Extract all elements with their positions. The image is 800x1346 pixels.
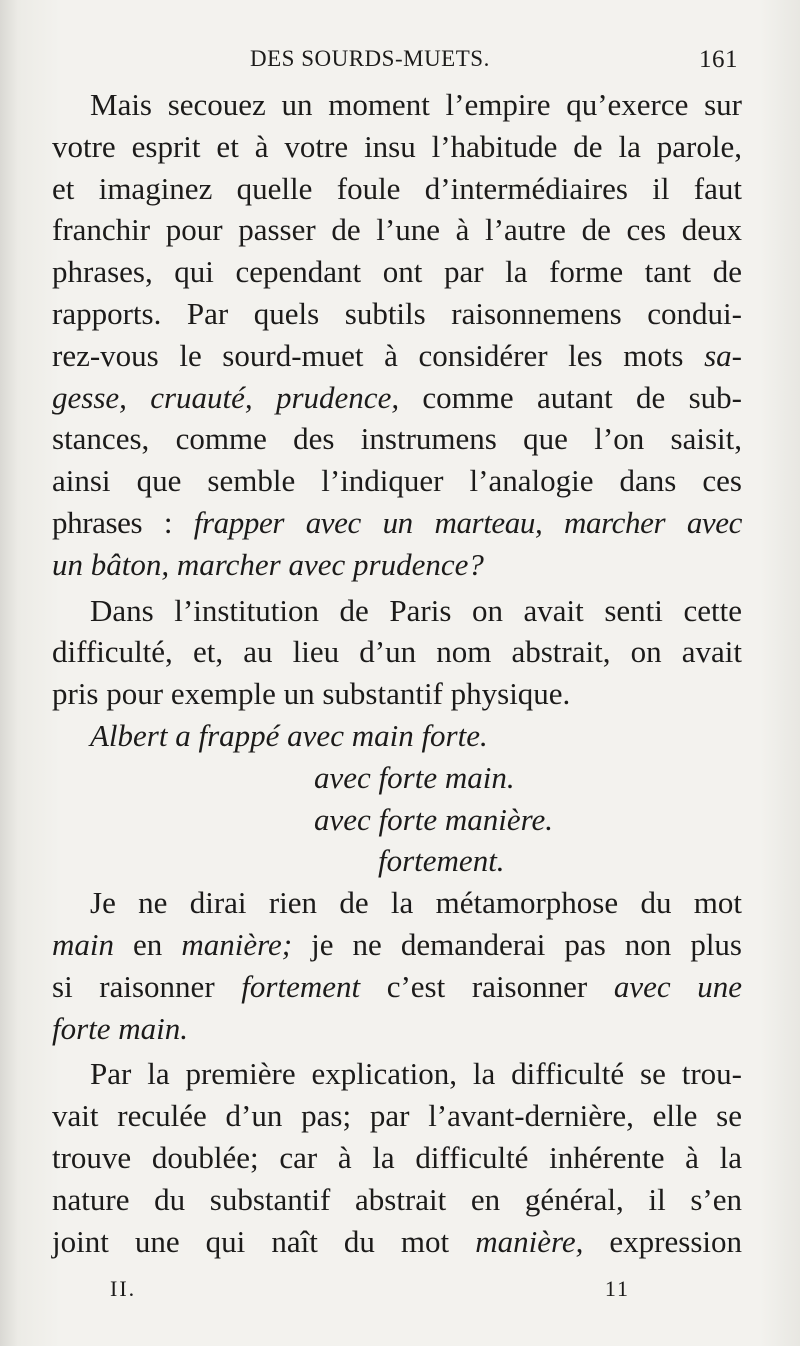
text-line: [52, 924, 742, 966]
paragraph-4: [52, 1053, 742, 1262]
text-line: difficulté, et, au lieu d’un nom abstrait, on avait: [52, 634, 742, 670]
text-line: [52, 1221, 742, 1263]
example-text: fortement.: [378, 843, 505, 879]
text-line: [52, 966, 742, 1008]
example-text: Albert a frappé avec main forte.: [90, 717, 488, 753]
italic-example: frapper avec un marteau, marcher avec: [193, 504, 743, 540]
paragraph-2: [52, 590, 742, 715]
italic-term: main: [52, 926, 114, 962]
volume-signature: II.: [110, 1276, 137, 1301]
text-line: [52, 544, 742, 586]
running-header: [250, 46, 738, 80]
paragraph-3: [52, 882, 742, 1049]
text-span: en: [133, 926, 163, 962]
text-line: stances, comme des instrumens que l’on saisit,: [52, 421, 742, 457]
example-line: [52, 799, 742, 841]
italic-term: avec une: [613, 968, 742, 1004]
page-number: 161: [699, 46, 738, 73]
text-line: trouve doublée; car à la difficulté inhérente à la: [52, 1139, 742, 1175]
text-line: [52, 335, 742, 377]
text-line: phrases, qui cependant ont par la forme tant de: [52, 254, 742, 290]
page-body: [52, 84, 742, 1262]
text-line: Mais secouez un moment l’empire qu’exerce sur: [90, 87, 742, 122]
example-line: [52, 757, 742, 799]
italic-term: manière,: [475, 1223, 584, 1259]
text-span: comme autant de sub-: [422, 379, 743, 415]
italic-term: manière;: [181, 926, 293, 962]
page-footer: [110, 1276, 630, 1306]
text-line: ainsi que semble l’indiquer l’analogie dans ces: [52, 463, 742, 499]
example-line: [52, 840, 742, 882]
text-span: expression: [609, 1223, 743, 1259]
text-line: nature du substantif abstrait en général, il s’en: [52, 1181, 742, 1217]
text-line: et imaginez quelle foule d’intermédiaires il faut: [52, 170, 742, 206]
italic-term: forte main.: [52, 1010, 189, 1046]
italic-term: sa-: [704, 337, 742, 373]
text-line: franchir pour passer de l’une à l’autre de ces deux: [52, 212, 742, 248]
text-span: phrases :: [52, 504, 173, 540]
text-line: rapports. Par quels subtils raisonnemens condui-: [52, 295, 742, 331]
example-line: [52, 715, 742, 757]
text-line: [52, 1008, 742, 1050]
example-text: avec forte manière.: [314, 801, 554, 837]
paragraph-1: [52, 84, 742, 586]
text-span: joint une qui naît du mot: [52, 1223, 450, 1259]
text-line: pris pour exemple un substantif physique.: [52, 676, 571, 712]
running-title: DES SOURDS-MUETS.: [250, 46, 490, 71]
text-line: votre esprit et à votre insu l’habitude de la parole,: [52, 128, 742, 164]
text-line: Par la première explication, la difficulté se trou-: [90, 1056, 742, 1092]
text-line: [52, 502, 742, 544]
text-span: rez-vous le sourd-muet à considérer les mots: [52, 337, 684, 373]
italic-example: un bâton, marcher avec prudence?: [52, 546, 484, 582]
text-line: [52, 377, 742, 419]
example-sentences: [52, 715, 742, 882]
gathering-signature: 11: [604, 1276, 630, 1301]
italic-term: gesse, cruauté, prudence,: [52, 379, 400, 415]
text-line: vait reculée d’un pas; par l’avant-dernière, elle se: [52, 1098, 742, 1134]
text-span: c’est raisonner: [386, 968, 588, 1004]
example-text: avec forte main.: [314, 759, 515, 795]
text-span: je ne demanderai pas non plus: [311, 926, 742, 962]
text-line: Je ne dirai rien de la métamorphose du mot: [90, 885, 742, 921]
italic-term: fortement: [241, 968, 361, 1004]
text-span: si raisonner: [52, 968, 215, 1004]
text-line: Dans l’institution de Paris on avait senti cette: [90, 592, 742, 628]
